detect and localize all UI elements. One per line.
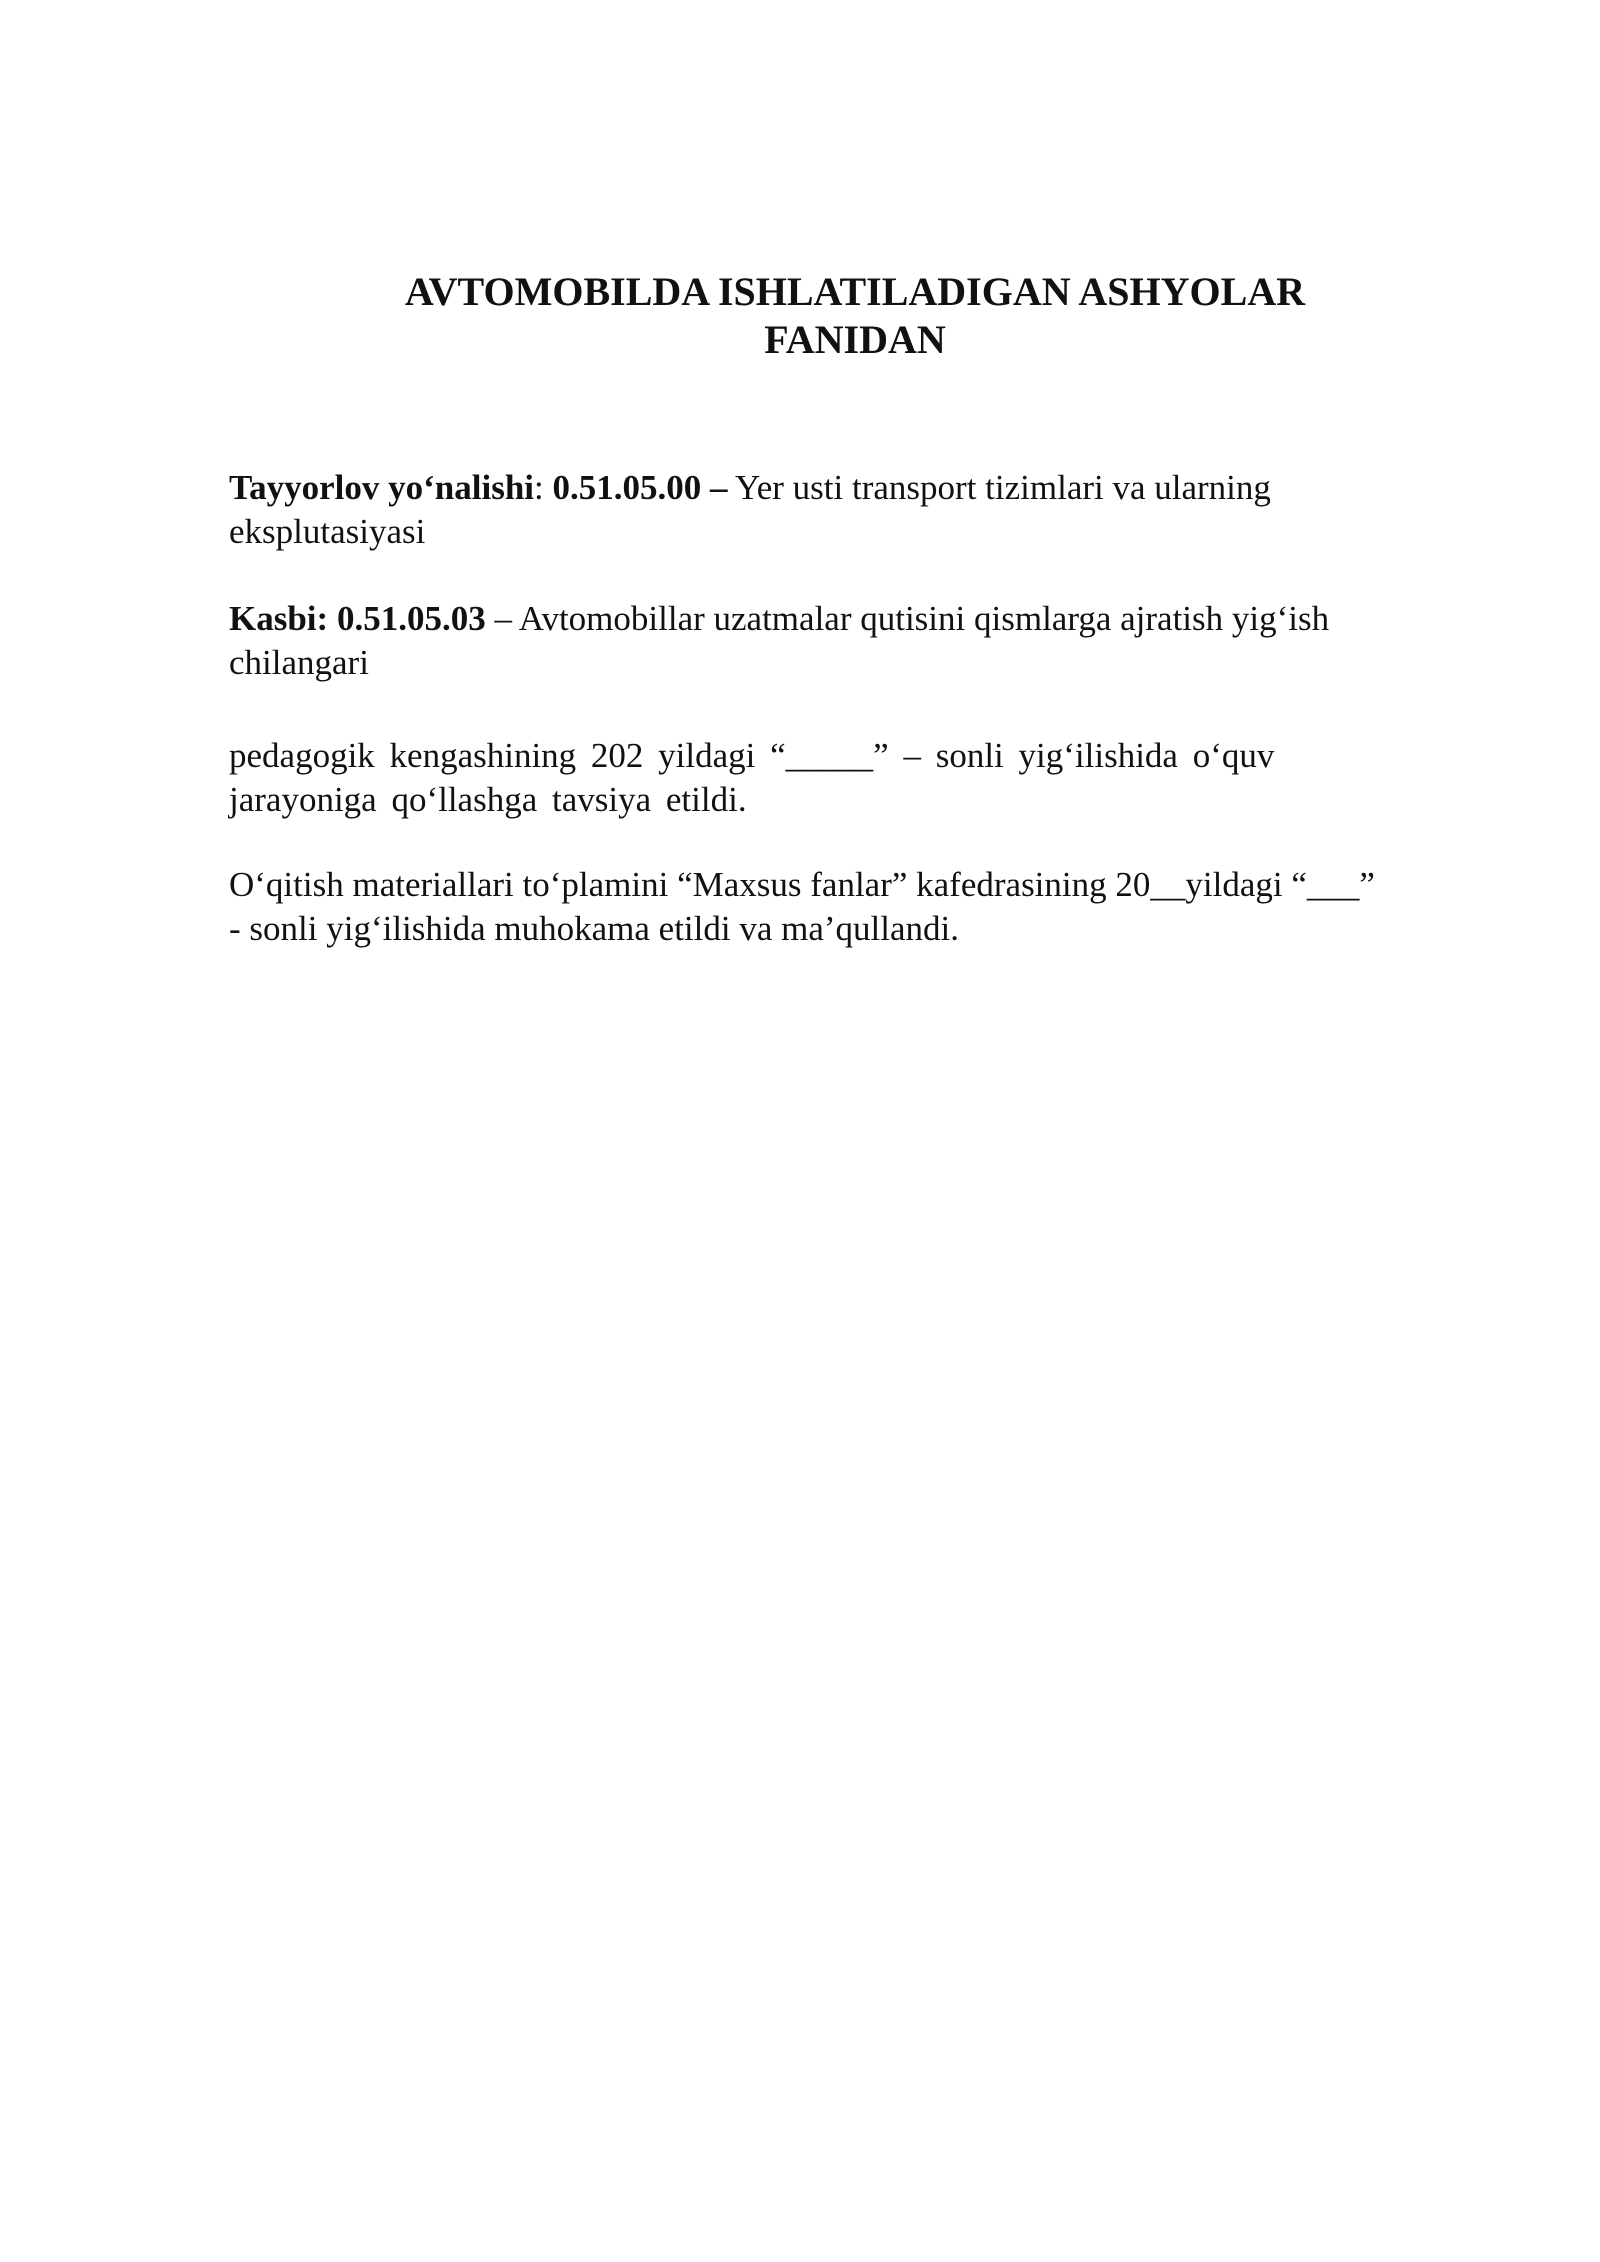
council-paragraph	[229, 734, 1489, 822]
profession-text-line-1: – Avtomobillar uzatmalar qutisini qismlarga ajratish yig‘ish	[485, 599, 1330, 638]
direction-code: 0.51.05.00 –	[543, 468, 728, 507]
direction-label: Tayyorlov yo‘nalishi	[229, 468, 535, 507]
direction-colon: :	[534, 468, 544, 507]
direction-text-line-2: eksplutasiyasi	[229, 512, 426, 551]
council-line-2: jarayoniga qo‘llashga tavsiya etildi.	[229, 780, 747, 819]
title-line-2: FANIDAN	[764, 317, 946, 362]
profession-paragraph	[229, 597, 1489, 685]
direction-paragraph	[229, 466, 1489, 554]
department-line-1: O‘qitish materiallari to‘plamini “Maxsus fanlar” kafedrasining 20__yildagi “___”	[229, 865, 1375, 904]
department-line-2: - sonli yig‘ilishida muhokama etildi va ma’qullandi.	[229, 909, 960, 948]
direction-text-line-1: Yer usti transport tizimlari va ularning	[727, 468, 1271, 507]
council-line-1: pedagogik kengashining 202 yildagi “_____” – sonli yig‘ilishida o‘quv	[229, 736, 1275, 775]
title-line-1: AVTOMOBILDA ISHLATILADIGAN ASHYOLAR	[404, 269, 1306, 314]
department-paragraph	[229, 863, 1489, 951]
profession-label: Kasbi: 0.51.05.03	[229, 599, 486, 638]
profession-text-line-2: chilangari	[229, 643, 369, 682]
document-title	[230, 268, 1480, 364]
